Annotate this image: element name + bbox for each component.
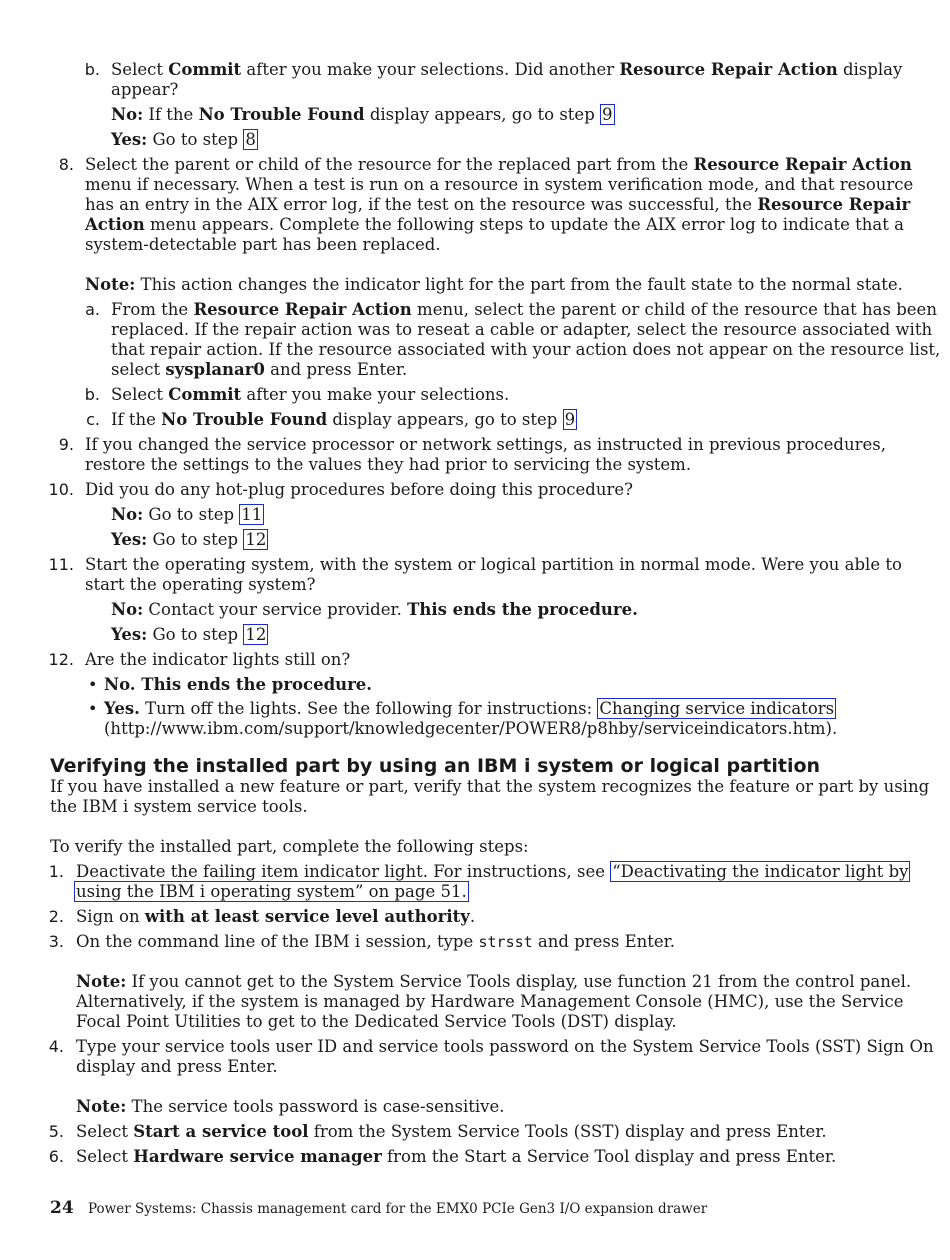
verify-step-4-line2: display and press Enter. — [76, 1057, 278, 1076]
step-8-line2: menu if necessary. When a test is run on a resource in system verification mode, and that resource — [85, 175, 914, 194]
verify-step-5-number: 5. — [48, 1122, 64, 1141]
step-11-no: No: Contact your service provider. This ends the procedure. — [111, 600, 638, 619]
step-label: b. — [84, 60, 100, 79]
intro-line2: the IBM i system service tools. — [50, 797, 308, 816]
step-9-link[interactable]: 9 — [564, 410, 576, 429]
step-11-line1: Start the operating system, with the system or logical partition in normal mode. Were you able to — [85, 555, 902, 574]
section-heading: Verifying the installed part by using an IBM i system or logical partition — [50, 755, 821, 777]
step-7b-yes: Yes: Go to step 8 — [111, 130, 256, 149]
intro-line3: To verify the installed part, complete the following steps: — [50, 837, 529, 856]
step-8-line3: has an entry in the AIX error log, if the test on the resource was successful, the Resource Repair — [85, 195, 911, 214]
step-8-note: Note: This action changes the indicator light for the part from the fault state to the normal state. — [85, 275, 903, 294]
step-12-bullet-no: No. This ends the procedure. — [104, 675, 373, 694]
step-label: a. — [85, 300, 100, 319]
step-12-line1: Are the indicator lights still on? — [85, 650, 351, 669]
command-code: strsst — [478, 933, 533, 951]
step-7b-line1: Select Commit after you make your selections. Did another Resource Repair Action display — [111, 60, 903, 79]
step-11-yes: Yes: Go to step 12 — [111, 625, 267, 644]
verify-step-3-note1: Note: If you cannot get to the System Service Tools display, use function 21 from the control panel. — [76, 972, 912, 991]
verify-step-4-number: 4. — [48, 1037, 64, 1056]
step-10-number: 10. — [48, 480, 74, 499]
bullet-icon: • — [88, 675, 98, 694]
step-8c: If the No Trouble Found display appears, go to step 9 — [111, 410, 576, 429]
verify-step-3-note3: Focal Point Utilities to get to the Dedicated Service Tools (DST) display. — [76, 1012, 677, 1031]
changing-service-indicators-link[interactable]: Changing service indicators — [599, 699, 835, 718]
verify-step-3-note2: Alternatively, if the system is managed by Hardware Management Console (HMC), use the Service — [76, 992, 904, 1011]
verify-step-1-number: 1. — [48, 862, 64, 881]
step-10-no: No: Go to step 11 — [111, 505, 263, 524]
step-8-line4: Action menu appears. Complete the following steps to update the AIX error log to indicate that a — [85, 215, 904, 234]
step-8a-line2: replaced. If the repair action was to reseat a cable or adapter, select the resource associated with — [111, 320, 933, 339]
step-8-line5: system-detectable part has been replaced. — [85, 235, 441, 254]
step-7b-line2: appear? — [111, 80, 179, 99]
verify-step-6: Select Hardware service manager from the Start a Service Tool display and press Enter. — [76, 1147, 837, 1166]
step-label: c. — [86, 410, 100, 429]
step-9-number: 9. — [58, 435, 74, 454]
step-10-yes: Yes: Go to step 12 — [111, 530, 267, 549]
deactivating-indicator-link[interactable]: “Deactivating the indicator light by — [612, 862, 909, 881]
deactivating-indicator-link-cont[interactable]: using the IBM i operating system” on page 51. — [76, 882, 467, 901]
step-11-number: 11. — [48, 555, 74, 574]
step-7b-no: No: If the No Trouble Found display appears, go to step 9 — [111, 105, 613, 124]
verify-step-6-number: 6. — [48, 1147, 64, 1166]
step-12-url: (http://www.ibm.com/support/knowledgecenter/POWER8/p8hby/serviceindicators.htm). — [104, 719, 838, 738]
verify-step-3: On the command line of the IBM i session, type strsst and press Enter. — [76, 932, 675, 951]
step-8-number: 8. — [58, 155, 74, 174]
step-label: b. — [84, 385, 100, 404]
step-11-line2: start the operating system? — [85, 575, 316, 594]
verify-step-4-line1: Type your service tools user ID and service tools password on the System Service Tools (SST) Sign On — [76, 1037, 934, 1056]
footer-title: Power Systems: Chassis management card for the EMX0 PCIe Gen3 I/O expansion drawer — [88, 1201, 708, 1217]
verify-step-5: Select Start a service tool from the System Service Tools (SST) display and press Enter. — [76, 1122, 827, 1141]
step-12-number: 12. — [48, 650, 74, 669]
step-8-line1: Select the parent or child of the resource for the replaced part from the Resource Repair Action — [85, 155, 912, 174]
step-9-line1: If you changed the service processor or network settings, as instructed in previous procedures, — [85, 435, 886, 454]
step-8a-line3: that repair action. If the resource associated with your action does not appear on the resource list, — [111, 340, 941, 359]
bullet-icon: • — [88, 699, 98, 718]
verify-step-1-line1: Deactivate the failing item indicator light. For instructions, see “Deactivating the indicator light by — [76, 862, 909, 881]
step-8a-line4: select sysplanar0 and press Enter. — [111, 360, 408, 379]
verify-step-1-line2 — [74, 882, 469, 902]
verify-step-2: Sign on with at least service level authority. — [76, 907, 476, 926]
step-9-line2: restore the settings to the values they had prior to servicing the system. — [85, 455, 692, 474]
intro-line1: If you have installed a new feature or part, verify that the system recognizes the feature or part by using — [50, 777, 930, 796]
step-9-link[interactable]: 9 — [602, 105, 613, 124]
step-8b: Select Commit after you make your selections. — [111, 385, 510, 404]
verify-step-2-number: 2. — [48, 907, 64, 926]
step-12-link[interactable]: 12 — [245, 530, 267, 549]
step-8a-line1: From the Resource Repair Action menu, select the parent or child of the resource that has been — [111, 300, 937, 319]
step-12-link[interactable]: 12 — [245, 625, 267, 644]
step-11-link[interactable]: 11 — [241, 505, 263, 524]
verify-step-3-number: 3. — [48, 932, 64, 951]
page-number: 24 — [50, 1198, 74, 1218]
verify-step-4-note: Note: The service tools password is case-sensitive. — [76, 1097, 505, 1116]
step-8-link[interactable]: 8 — [245, 130, 256, 149]
step-12-bullet-yes: Yes. Turn off the lights. See the following for instructions: Changing service indicators — [104, 699, 835, 718]
step-10-line1: Did you do any hot-plug procedures before doing this procedure? — [85, 480, 633, 499]
